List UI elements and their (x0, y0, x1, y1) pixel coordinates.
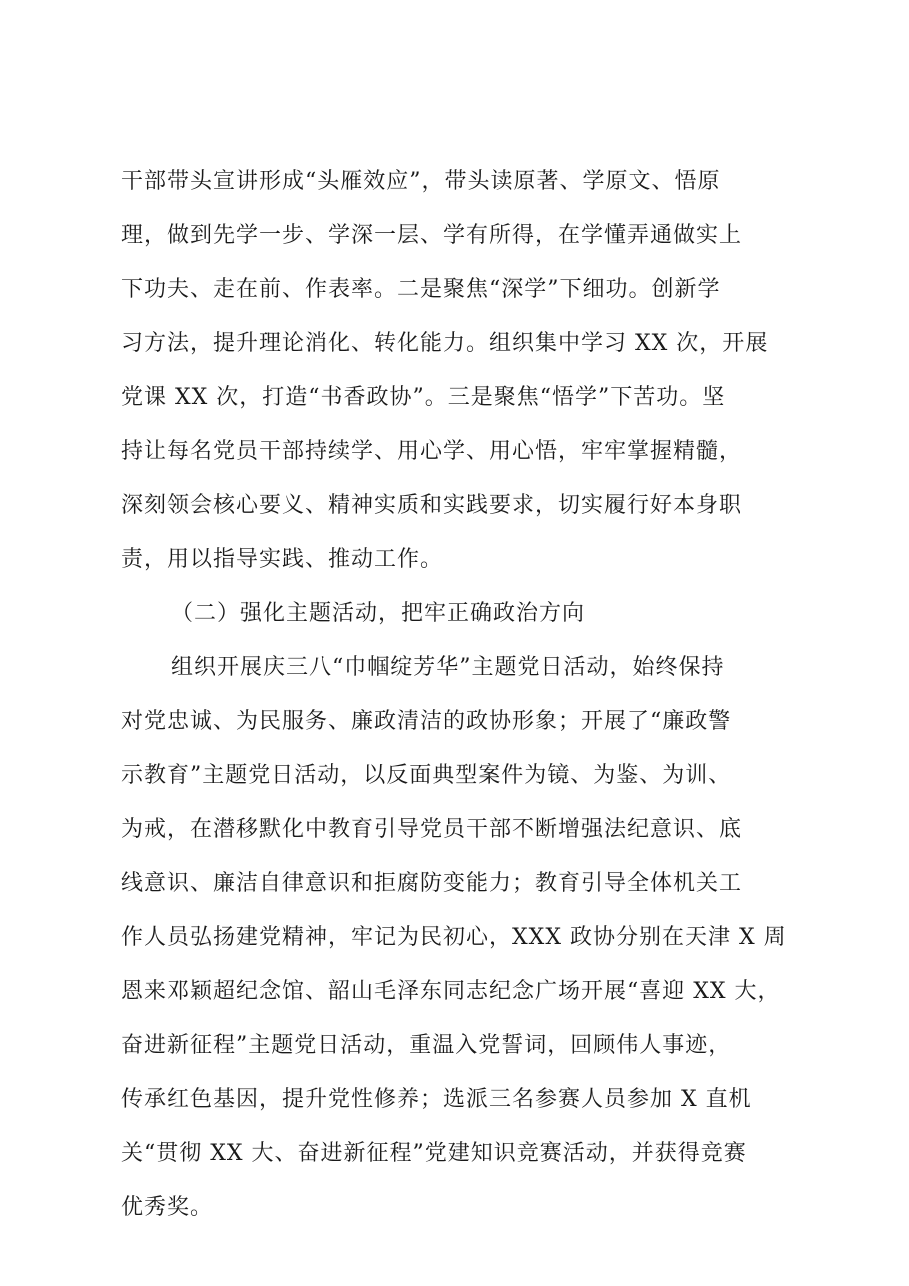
section-heading: （二）强化主题活动，把牢正确政治方向 (171, 601, 586, 626)
paragraph-2-line-9: 传承红色基因，提升党性修养；选派三名参赛人员参加 X 直机 (121, 1087, 752, 1112)
paragraph-1-line-8: 责，用以指导实践、推动工作。 (121, 547, 444, 572)
paragraph-2-line-11: 优秀奖。 (121, 1195, 214, 1220)
paragraph-1-line-5: 党课 XX 次，打造“书香政协”。三是聚焦“悟学”下苦功。坚 (121, 385, 726, 410)
paragraph-1-line-6: 持让每名党员干部持续学、用心学、用心悟，牢牢掌握精髓， (121, 439, 743, 464)
paragraph-2-line-2: 对党忠诚、为民服务、廉政清洁的政协形象；开展了“廉政警 (121, 709, 732, 734)
paragraph-2-line-3: 示教育”主题党日活动，以反面典型案件为镜、为鉴、为训、 (121, 763, 732, 788)
paragraph-2-line-6: 作人员弘扬建党精神，牢记为民初心，XXX 政协分别在天津 X 周 (121, 925, 787, 950)
paragraph-2-line-10: 关“贯彻 XX 大、奋进新征程”党建知识竞赛活动，并获得竞赛 (121, 1141, 747, 1166)
paragraph-2-line-5: 线意识、廉洁自律意识和拒腐防变能力；教育引导全体机关工 (121, 871, 743, 896)
paragraph-2-line-7: 恩来邓颖超纪念馆、韶山毛泽东同志纪念广场开展“喜迎 XX 大， (121, 979, 781, 1004)
paragraph-1-line-2: 理，做到先学一步、学深一层、学有所得，在学懂弄通做实上 (121, 223, 743, 248)
paragraph-2-line-8: 奋进新征程”主题党日活动，重温入党誓词，回顾伟人事迹， (121, 1033, 732, 1058)
paragraph-1-line-3: 下功夫、走在前、作表率。二是聚焦“深学”下细功。创新学 (121, 277, 721, 302)
paragraph-1-line-1: 干部带头宣讲形成“头雁效应”，带头读原著、学原文、悟原 (121, 169, 721, 194)
paragraph-1-line-7: 深刻领会核心要义、精神实质和实践要求，切实履行好本身职 (121, 493, 743, 518)
paragraph-2-line-4: 为戒，在潜移默化中教育引导党员干部不断增强法纪意识、底 (121, 817, 743, 842)
paragraph-1-line-4: 习方法，提升理论消化、转化能力。组织集中学习 XX 次，开展 (121, 331, 769, 356)
paragraph-2-line-1: 组织开展庆三八“巾帼绽芳华”主题党日活动，始终保持 (171, 655, 725, 680)
